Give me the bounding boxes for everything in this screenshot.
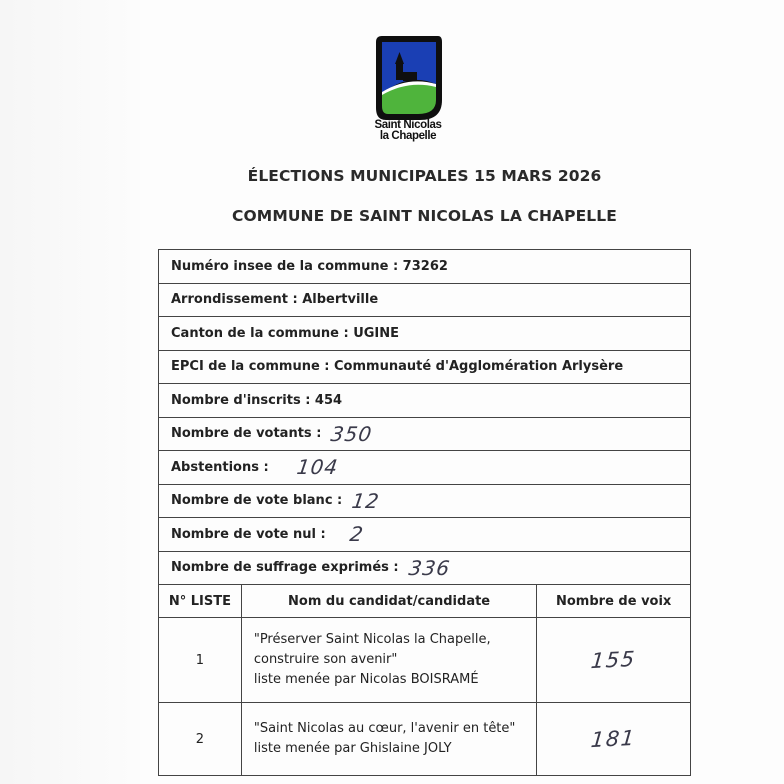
votants-label: Nombre de votants : — [171, 426, 322, 442]
page-margin — [0, 0, 140, 784]
candidate-line: "Préserver Saint Nicolas la Chapelle, — [253, 632, 491, 647]
arrondissement-text: Arrondissement : Albertville — [171, 292, 379, 308]
candidate-line: liste menée par Ghislaine JOLY — [253, 741, 452, 756]
blanc-value: 12 — [350, 488, 382, 513]
table-row — [159, 703, 691, 776]
exprimes-label: Nombre de suffrage exprimés : — [171, 560, 399, 576]
inscrits-text: Nombre d'inscrits : 454 — [171, 392, 343, 408]
info-row-epci — [159, 351, 690, 385]
candidate-line: "Saint Nicolas au cœur, l'avenir en tête" — [253, 721, 516, 736]
list-number: 2 — [159, 703, 242, 776]
votes-value: 181 — [590, 725, 638, 753]
votes-cell — [537, 703, 691, 776]
header-votes: Nombre de voix — [537, 585, 691, 618]
nul-label: Nombre de vote nul : — [171, 526, 326, 542]
info-row-abstentions — [159, 451, 690, 485]
candidate-cell — [241, 618, 536, 703]
election-title: ÉLECTIONS MUNICIPALES 15 MARS 2026 — [247, 167, 602, 185]
list-number: 1 — [159, 618, 242, 703]
abstentions-label: Abstentions : — [171, 459, 269, 475]
canton-text: Canton de la commune : UGINE — [171, 325, 400, 341]
info-row-blanc — [159, 485, 690, 519]
results-table — [158, 584, 691, 776]
commune-title: COMMUNE DE SAINT NICOLAS LA CHAPELLE — [232, 207, 617, 225]
table-row — [159, 618, 691, 703]
results-header-row — [159, 585, 691, 618]
info-row-nul — [159, 518, 690, 552]
insee-text: Numéro insee de la commune : 73262 — [171, 258, 448, 274]
header-candidate: Nom du candidat/candidate — [241, 585, 536, 618]
commune-info-table — [158, 249, 691, 585]
candidate-line: construire son avenir" — [253, 652, 398, 667]
candidate-line: liste menée par Nicolas BOISRAMÉ — [253, 672, 479, 687]
blanc-label: Nombre de vote blanc : — [171, 493, 343, 509]
logo-emblem-icon — [372, 34, 444, 124]
logo-caption-line2: la Chapelle — [379, 130, 437, 142]
info-row-arrondissement — [159, 284, 690, 318]
votants-value: 350 — [329, 421, 375, 446]
header-list-number: N° LISTE — [159, 585, 242, 618]
nul-value: 2 — [348, 522, 366, 547]
info-row-votants — [159, 418, 690, 452]
info-row-exprimes — [159, 552, 690, 586]
logo-caption-line1: Saint Nicolas — [374, 119, 442, 131]
abstentions-value: 104 — [295, 455, 340, 480]
info-row-inscrits — [159, 384, 690, 418]
info-row-canton — [159, 317, 690, 351]
candidate-cell — [241, 703, 536, 776]
votes-value: 155 — [590, 646, 638, 674]
exprimes-value: 336 — [406, 555, 452, 580]
logo-caption — [360, 120, 456, 142]
votes-cell — [537, 618, 691, 703]
epci-text: EPCI de la commune : Communauté d'Agglomération Arlysère — [171, 359, 624, 375]
info-row-insee — [159, 250, 690, 284]
